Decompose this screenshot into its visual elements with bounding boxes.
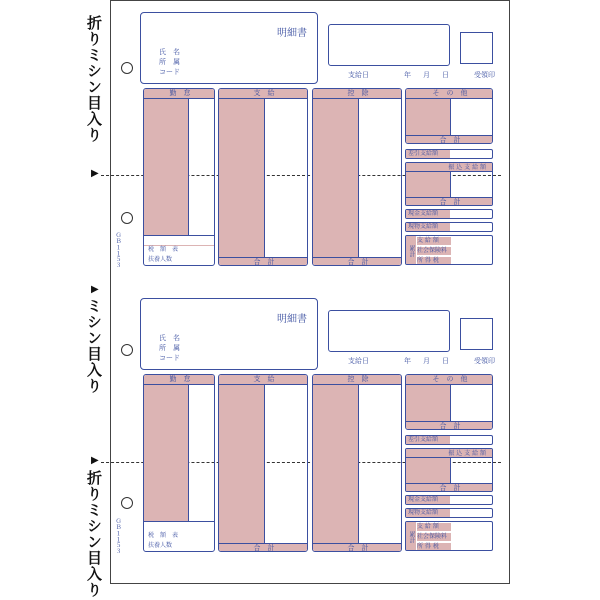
payment-item-column	[219, 385, 264, 543]
net-pay-label: 差引支給額	[406, 150, 450, 158]
payslip-upper	[0, 0, 600, 290]
message-box	[328, 24, 450, 66]
transfer-label: 振 込 支 給 額	[406, 449, 493, 458]
other-section	[405, 374, 493, 430]
deduction-header: 控 除	[313, 89, 402, 99]
deduction-total: 合 計	[313, 257, 402, 266]
code-field-label: コード	[159, 354, 180, 362]
column-divider	[188, 99, 189, 235]
other-item-column	[406, 385, 450, 421]
payslip-lower	[0, 286, 600, 576]
month-label: 月	[423, 71, 430, 79]
other-item-column	[406, 99, 450, 135]
cumulative-tax-label: 所 得 税	[417, 257, 451, 265]
receipt-stamp-box	[460, 32, 493, 64]
perforation-label-middle: ミシン目入り	[85, 298, 103, 394]
divider	[144, 521, 215, 522]
tax-table-label: 税 額 表	[148, 532, 179, 539]
name-field-label: 氏 名	[159, 334, 180, 342]
arrow-right-icon: ▶	[91, 284, 99, 295]
net-pay-box	[405, 435, 493, 445]
net-pay-label: 差引支給額	[406, 436, 450, 444]
transfer-label: 振 込 支 給 額	[406, 163, 493, 172]
employee-header-box	[140, 298, 318, 370]
dependents-label: 扶養人数	[148, 256, 173, 263]
form-code: ＧＢ１１５３	[114, 518, 121, 554]
fold-perforation-label-bottom: 折りミシン目入り	[85, 470, 103, 598]
other-header: そ の 他	[406, 89, 493, 99]
other-section	[405, 88, 493, 144]
attendance-header: 勤 怠	[144, 89, 215, 99]
cumulative-pay-label: 支 給 額	[417, 237, 451, 245]
year-label: 年	[404, 71, 411, 79]
attendance-column	[144, 385, 188, 521]
transfer-item-column	[406, 172, 450, 197]
deduction-total: 合 計	[313, 543, 402, 552]
cumulative-insurance-label: 社会保険料	[417, 247, 451, 255]
net-pay-box	[405, 149, 493, 159]
cumulative-pay-label: 支 給 額	[417, 523, 451, 531]
other-total: 合 計	[406, 421, 493, 430]
attendance-column	[144, 99, 188, 235]
cumulative-insurance-label: 社会保険料	[417, 533, 451, 541]
year-label: 年	[404, 357, 411, 365]
payment-section	[218, 88, 308, 266]
day-label: 日	[442, 357, 449, 365]
column-divider	[358, 385, 359, 543]
pay-date-label: 支給日	[348, 357, 369, 365]
column-divider	[264, 99, 265, 257]
goods-pay-label: 現物支給額	[406, 509, 450, 517]
cash-pay-label: 現金支給額	[406, 496, 450, 504]
other-total: 合 計	[406, 135, 493, 144]
cumulative-section	[405, 235, 493, 265]
goods-pay-box	[405, 508, 493, 518]
payment-section	[218, 374, 308, 552]
month-label: 月	[423, 357, 430, 365]
arrow-right-icon: ▶	[91, 455, 99, 466]
cash-pay-label: 現金支給額	[406, 210, 450, 218]
tax-table-label: 税 額 表	[148, 246, 179, 253]
attendance-section	[143, 374, 215, 552]
department-field-label: 所 属	[159, 344, 180, 352]
deduction-section	[312, 374, 402, 552]
cumulative-section	[405, 521, 493, 551]
cumulative-tax-label: 所 得 税	[417, 543, 451, 551]
column-divider	[358, 99, 359, 257]
slip-title: 明細書	[277, 28, 307, 39]
deduction-item-column	[313, 385, 358, 543]
column-divider	[450, 99, 451, 135]
column-divider	[450, 458, 451, 483]
message-box	[328, 310, 450, 352]
transfer-total: 合 計	[406, 197, 493, 206]
deduction-header: 控 除	[313, 375, 402, 385]
goods-pay-box	[405, 222, 493, 232]
day-label: 日	[442, 71, 449, 79]
arrow-right-icon: ▶	[91, 168, 99, 179]
department-field-label: 所 属	[159, 58, 180, 66]
cash-pay-box	[405, 495, 493, 505]
fold-perforation-label-top: 折りミシン目入り	[85, 15, 103, 143]
code-field-label: コード	[159, 68, 180, 76]
receipt-stamp-label: 受領印	[474, 71, 495, 79]
receipt-stamp-label: 受領印	[474, 357, 495, 365]
receipt-stamp-box	[460, 318, 493, 350]
payment-total: 合 計	[219, 543, 308, 552]
payment-item-column	[219, 99, 264, 257]
column-divider	[264, 385, 265, 543]
attendance-header: 勤 怠	[144, 375, 215, 385]
column-divider	[450, 385, 451, 421]
transfer-item-column	[406, 458, 450, 483]
dependents-label: 扶養人数	[148, 542, 173, 549]
payment-header: 支 給	[219, 375, 308, 385]
name-field-label: 氏 名	[159, 48, 180, 56]
attendance-section	[143, 88, 215, 266]
column-divider	[188, 385, 189, 521]
other-header: そ の 他	[406, 375, 493, 385]
deduction-item-column	[313, 99, 358, 257]
slip-title: 明細書	[277, 314, 307, 325]
cash-pay-box	[405, 209, 493, 219]
transfer-total: 合 計	[406, 483, 493, 492]
employee-header-box	[140, 12, 318, 84]
transfer-section	[405, 162, 493, 206]
cumulative-label: 累計	[406, 236, 416, 265]
goods-pay-label: 現物支給額	[406, 223, 450, 231]
transfer-section	[405, 448, 493, 492]
deduction-section	[312, 88, 402, 266]
pay-date-label: 支給日	[348, 71, 369, 79]
cumulative-label: 累計	[406, 522, 416, 551]
column-divider	[450, 172, 451, 197]
divider	[144, 235, 215, 236]
payment-total: 合 計	[219, 257, 308, 266]
form-code: ＧＢ１１５３	[114, 232, 121, 268]
payment-header: 支 給	[219, 89, 308, 99]
